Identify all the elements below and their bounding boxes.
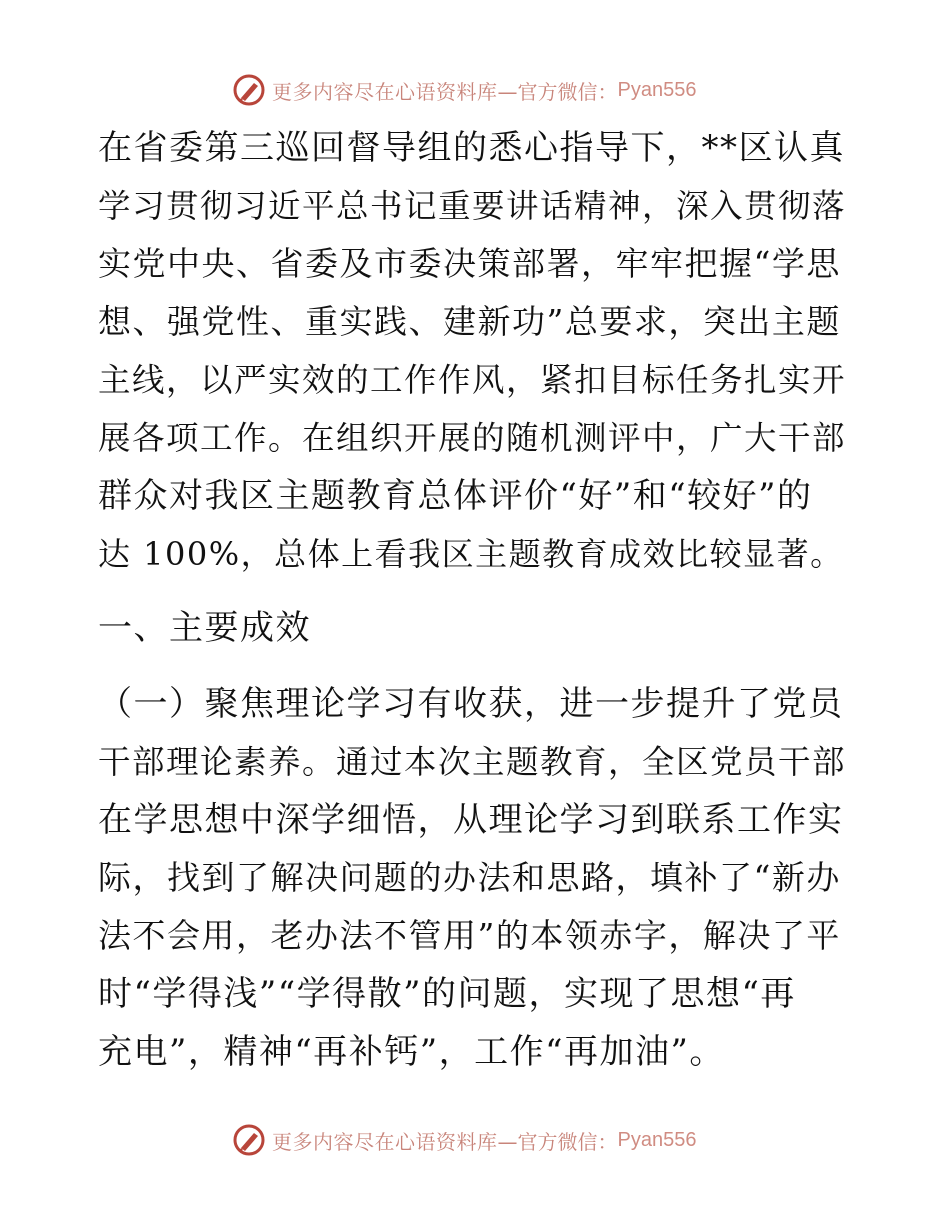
paragraph-line: 在省委第三巡回督导组的悉心指导下，**区认真 bbox=[98, 128, 845, 168]
paragraph-line: 干部理论素养。通过本次主题教育，全区党员干部 bbox=[98, 743, 847, 781]
watermark-wechat-id: Pyan556 bbox=[617, 1128, 697, 1151]
paragraph-line: 在学思想中深学细悟，从理论学习到联系工作实 bbox=[98, 800, 844, 840]
watermark-separator: —官方微信： bbox=[497, 1129, 618, 1154]
paragraph-line: 际，找到了解决问题的办法和思路，填补了“新办 bbox=[98, 858, 841, 897]
paragraph-line: 充电”，精神“再补钙”，工作“再加油”。 bbox=[98, 1032, 725, 1072]
watermark-text: 更多内容尽在心语资料库 bbox=[272, 79, 498, 104]
paragraph-line: 学习贯彻习近平总书记重要讲话精神，深入贯彻落 bbox=[98, 187, 847, 225]
paragraph-line: 法不会用，老办法不管用”的本领赤字，解决了平 bbox=[98, 916, 841, 955]
watermark-header bbox=[232, 72, 696, 108]
paragraph-line: 主线，以严实效的工作作风，紧扣目标任务扎实开 bbox=[98, 361, 847, 399]
paragraph-line: 展各项工作。在组织开展的随机测评中，广大干部 bbox=[98, 419, 847, 457]
subsection-heading-line: （一）聚焦理论学习有收获，进一步提升了党员 bbox=[98, 684, 844, 724]
section-heading: 一、主要成效 bbox=[98, 608, 311, 648]
watermark-text: 更多内容尽在心语资料库 bbox=[272, 1129, 498, 1154]
paragraph-line: 想、强党性、重实践、建新功”总要求，突出主题 bbox=[98, 302, 841, 341]
watermark-separator: —官方微信： bbox=[497, 79, 618, 104]
pen-logo-icon bbox=[232, 73, 266, 107]
pen-logo-icon bbox=[232, 1123, 266, 1157]
paragraph-line: 实党中央、省委及市委决策部署，牢牢把握“学思 bbox=[98, 244, 841, 283]
watermark-wechat-id: Pyan556 bbox=[617, 78, 697, 101]
watermark-footer bbox=[232, 1122, 696, 1158]
paragraph-line: 群众对我区主题教育总体评价“好”和“较好”的 bbox=[98, 476, 813, 516]
paragraph-line: 达 100%，总体上看我区主题教育成效比较显著。 bbox=[98, 535, 844, 573]
paragraph-line: 时“学得浅”“学得散”的问题，实现了思想“再 bbox=[98, 974, 796, 1014]
